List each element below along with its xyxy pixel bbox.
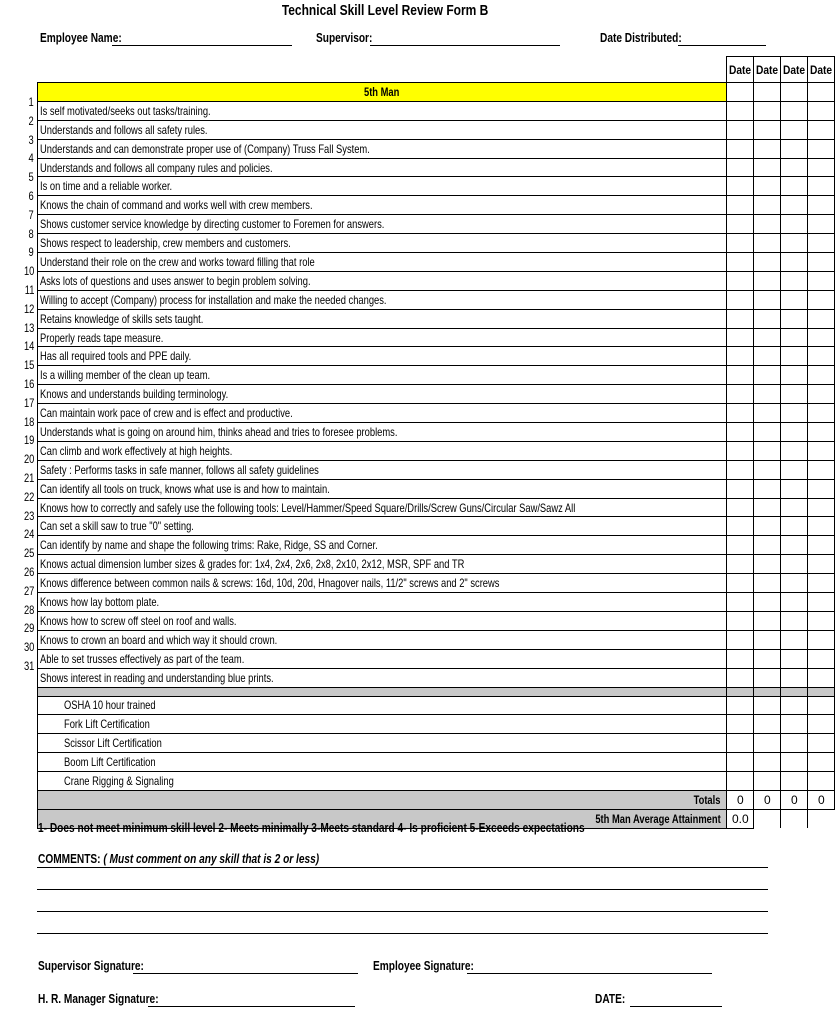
rating-cell[interactable] xyxy=(727,290,754,309)
rating-cell[interactable] xyxy=(781,696,808,715)
total-value: 0 xyxy=(727,790,754,809)
table-row xyxy=(38,234,835,253)
hr-manager-signature-label: H. R. Manager Signature: xyxy=(38,991,159,1006)
rating-cell[interactable] xyxy=(754,772,781,791)
table-row xyxy=(38,309,835,328)
row-number: 24 xyxy=(23,527,34,542)
rating-cell[interactable] xyxy=(727,101,754,120)
table-row xyxy=(38,120,835,139)
row-number: 23 xyxy=(23,508,34,523)
rating-cell[interactable] xyxy=(727,385,754,404)
employee-name-label: Employee Name: xyxy=(40,30,122,45)
rating-cell[interactable] xyxy=(727,271,754,290)
rating-cell[interactable] xyxy=(754,498,781,517)
rating-cell[interactable] xyxy=(808,196,835,215)
skill-item: Can identify by name and shape the following trims: Rake, Ridge, SS and Corner. xyxy=(38,536,727,555)
rating-cell[interactable] xyxy=(808,734,835,753)
rating-cell[interactable] xyxy=(781,234,808,253)
rating-cell[interactable] xyxy=(808,696,835,715)
separator-cell xyxy=(727,687,754,696)
rating-cell[interactable] xyxy=(808,385,835,404)
rating-cell[interactable] xyxy=(754,574,781,593)
rating-cell[interactable] xyxy=(754,347,781,366)
rating-cell[interactable] xyxy=(781,385,808,404)
comment-line[interactable] xyxy=(37,933,768,934)
rating-cell[interactable] xyxy=(808,309,835,328)
row-number: 31 xyxy=(23,658,34,673)
skill-item: Knows how to screw off steel on roof and walls. xyxy=(38,611,727,630)
rating-cell[interactable] xyxy=(727,668,754,687)
rating-cell[interactable] xyxy=(781,517,808,536)
table-row xyxy=(38,215,835,234)
rating-cell[interactable] xyxy=(754,196,781,215)
rating-cell[interactable] xyxy=(727,460,754,479)
rating-cell[interactable] xyxy=(808,498,835,517)
rating-cell[interactable] xyxy=(754,139,781,158)
rating-cell[interactable] xyxy=(754,271,781,290)
rating-cell[interactable] xyxy=(781,772,808,791)
rating-cell[interactable] xyxy=(754,366,781,385)
rating-cell[interactable] xyxy=(727,177,754,196)
rating-cell[interactable] xyxy=(727,423,754,442)
separator-cell xyxy=(38,687,727,696)
rating-cell[interactable] xyxy=(781,120,808,139)
row-number: 2 xyxy=(28,113,34,128)
rating-cell[interactable] xyxy=(754,630,781,649)
rating-cell[interactable] xyxy=(727,611,754,630)
table-row xyxy=(38,423,835,442)
supervisor-signature-field[interactable] xyxy=(133,973,358,974)
rating-cell[interactable] xyxy=(781,253,808,272)
skill-item: Understands and follows all company rules and policies. xyxy=(38,158,727,177)
rating-cell[interactable] xyxy=(727,120,754,139)
table-row xyxy=(38,441,835,460)
row-number: 17 xyxy=(23,395,34,410)
rating-cell[interactable] xyxy=(754,177,781,196)
rating-cell[interactable] xyxy=(781,630,808,649)
rating-cell[interactable] xyxy=(727,196,754,215)
employee-name-field[interactable] xyxy=(112,45,292,46)
table-row xyxy=(38,347,835,366)
rating-cell[interactable] xyxy=(727,734,754,753)
skill-item: Can maintain work pace of crew and is effect and productive. xyxy=(38,404,727,423)
rating-cell[interactable] xyxy=(754,404,781,423)
rating-cell[interactable] xyxy=(808,290,835,309)
rating-cell[interactable] xyxy=(754,385,781,404)
row-number: 20 xyxy=(23,452,34,467)
skill-item: Understand their role on the crew and works toward filling that role xyxy=(38,253,727,272)
rating-cell[interactable] xyxy=(808,366,835,385)
rating-cell[interactable] xyxy=(808,555,835,574)
rating-cell[interactable] xyxy=(781,734,808,753)
rating-cell[interactable] xyxy=(727,83,754,102)
certification-item: Crane Rigging & Signaling xyxy=(38,772,727,791)
rating-cell[interactable] xyxy=(781,460,808,479)
date-distributed-field[interactable] xyxy=(678,45,766,46)
skill-item: Is on time and a reliable worker. xyxy=(38,177,727,196)
rating-cell[interactable] xyxy=(727,366,754,385)
table-row xyxy=(38,630,835,649)
rating-cell[interactable] xyxy=(727,696,754,715)
rating-cell[interactable] xyxy=(808,139,835,158)
rating-cell[interactable] xyxy=(727,498,754,517)
rating-cell[interactable] xyxy=(754,158,781,177)
table-row xyxy=(38,196,835,215)
rating-cell[interactable] xyxy=(727,441,754,460)
skill-item: Knows to crown an board and which way it should crown. xyxy=(38,630,727,649)
row-number: 14 xyxy=(23,339,34,354)
skill-item: Is self motivated/seeks out tasks/training. xyxy=(38,101,727,120)
rating-cell[interactable] xyxy=(808,517,835,536)
rating-cell[interactable] xyxy=(808,177,835,196)
date-column-header: Date xyxy=(781,57,808,83)
rating-cell[interactable] xyxy=(808,715,835,734)
skill-item: Understands and follows all safety rules. xyxy=(38,120,727,139)
rating-cell[interactable] xyxy=(754,479,781,498)
separator-cell xyxy=(781,687,808,696)
rating-cell[interactable] xyxy=(727,404,754,423)
rating-cell[interactable] xyxy=(808,593,835,612)
rating-cell[interactable] xyxy=(781,101,808,120)
rating-cell[interactable] xyxy=(727,234,754,253)
rating-cell[interactable] xyxy=(808,630,835,649)
hr-manager-signature-field[interactable] xyxy=(148,1006,355,1007)
row-number: 19 xyxy=(23,433,34,448)
separator-cell xyxy=(808,687,835,696)
row-number: 3 xyxy=(28,132,34,147)
row-number: 16 xyxy=(23,376,34,391)
rating-cell[interactable] xyxy=(781,271,808,290)
rating-cell[interactable] xyxy=(727,593,754,612)
certification-row xyxy=(38,772,835,791)
employee-signature-field[interactable] xyxy=(467,973,712,974)
rating-cell[interactable] xyxy=(781,441,808,460)
section-title: 5th Man xyxy=(38,83,727,102)
rating-cell[interactable] xyxy=(754,328,781,347)
rating-cell[interactable] xyxy=(727,555,754,574)
rating-cell[interactable] xyxy=(808,271,835,290)
rating-cell[interactable] xyxy=(808,536,835,555)
rating-cell[interactable] xyxy=(808,668,835,687)
table-row xyxy=(38,593,835,612)
date-distributed-label: Date Distributed: xyxy=(600,30,682,45)
rating-cell[interactable] xyxy=(781,139,808,158)
rating-cell[interactable] xyxy=(754,234,781,253)
row-number: 29 xyxy=(23,621,34,636)
total-value: 0 xyxy=(808,790,835,809)
rating-cell[interactable] xyxy=(808,83,835,102)
rating-cell[interactable] xyxy=(781,290,808,309)
certification-item: OSHA 10 hour trained xyxy=(38,696,727,715)
skill-item: Can identify all tools on truck, knows what use is and how to maintain. xyxy=(38,479,727,498)
rating-cell[interactable] xyxy=(781,196,808,215)
employee-signature-label: Employee Signature: xyxy=(373,958,474,973)
average-label: 5th Man Average Attainment xyxy=(38,809,727,828)
empty-cell xyxy=(781,809,808,828)
rating-cell[interactable] xyxy=(808,120,835,139)
rating-cell[interactable] xyxy=(781,611,808,630)
skill-item: Is a willing member of the clean up team. xyxy=(38,366,727,385)
table-row xyxy=(38,574,835,593)
date-field[interactable] xyxy=(630,1006,722,1007)
skill-item: Properly reads tape measure. xyxy=(38,328,727,347)
comment-line[interactable] xyxy=(37,867,768,868)
rating-cell[interactable] xyxy=(754,460,781,479)
rating-cell[interactable] xyxy=(754,101,781,120)
rating-cell[interactable] xyxy=(808,441,835,460)
table-row xyxy=(38,517,835,536)
supervisor-field[interactable] xyxy=(370,45,560,46)
rating-cell[interactable] xyxy=(808,404,835,423)
date-column-header: Date xyxy=(808,57,835,83)
rating-cell[interactable] xyxy=(754,611,781,630)
rating-cell[interactable] xyxy=(727,309,754,328)
date-column-header: Date xyxy=(727,57,754,83)
skill-item: Knows actual dimension lumber sizes & grades for: 1x4, 2x4, 2x6, 2x8, 2x10, 2x12, MSR, SPF and TR xyxy=(38,555,727,574)
table-row xyxy=(38,366,835,385)
rating-cell[interactable] xyxy=(781,715,808,734)
table-row xyxy=(38,668,835,687)
skill-item: Knows the chain of command and works well with crew members. xyxy=(38,196,727,215)
rating-cell[interactable] xyxy=(754,517,781,536)
empty-cell xyxy=(754,809,781,828)
row-number: 28 xyxy=(23,602,34,617)
row-number: 25 xyxy=(23,546,34,561)
rating-cell[interactable] xyxy=(781,158,808,177)
row-number: 27 xyxy=(23,583,34,598)
date-label: DATE: xyxy=(595,991,626,1006)
rating-cell[interactable] xyxy=(781,309,808,328)
row-number: 21 xyxy=(23,470,34,485)
row-number: 22 xyxy=(23,489,34,504)
row-number: 6 xyxy=(28,188,34,203)
rating-cell[interactable] xyxy=(754,309,781,328)
rating-cell[interactable] xyxy=(781,668,808,687)
rating-cell[interactable] xyxy=(808,347,835,366)
row-number: 1 xyxy=(28,95,34,109)
rating-cell[interactable] xyxy=(754,696,781,715)
row-numbers xyxy=(14,95,34,678)
rating-cell[interactable] xyxy=(727,158,754,177)
table-row xyxy=(38,385,835,404)
rating-cell[interactable] xyxy=(727,328,754,347)
skill-item: Knows and understands building terminology. xyxy=(38,385,727,404)
table-row xyxy=(38,101,835,120)
table-row xyxy=(38,177,835,196)
rating-cell[interactable] xyxy=(781,649,808,668)
rating-cell[interactable] xyxy=(781,404,808,423)
rating-cell[interactable] xyxy=(754,649,781,668)
rating-cell[interactable] xyxy=(781,347,808,366)
rating-cell[interactable] xyxy=(727,715,754,734)
skill-item: Safety : Performs tasks in safe manner, follows all safety guidelines xyxy=(38,460,727,479)
rating-cell[interactable] xyxy=(781,753,808,772)
table-row xyxy=(38,290,835,309)
rating-cell[interactable] xyxy=(754,253,781,272)
rating-cell[interactable] xyxy=(808,574,835,593)
skill-item: Retains knowledge of skills sets taught. xyxy=(38,309,727,328)
rating-cell[interactable] xyxy=(808,611,835,630)
rating-cell[interactable] xyxy=(754,441,781,460)
rating-cell[interactable] xyxy=(754,734,781,753)
rating-cell[interactable] xyxy=(781,555,808,574)
rating-cell[interactable] xyxy=(727,753,754,772)
table-row xyxy=(38,555,835,574)
row-number: 9 xyxy=(28,245,34,260)
rating-cell[interactable] xyxy=(754,668,781,687)
comment-line[interactable] xyxy=(37,889,768,890)
certification-item: Fork Lift Certification xyxy=(38,715,727,734)
rating-cell[interactable] xyxy=(754,555,781,574)
rating-cell[interactable] xyxy=(727,772,754,791)
rating-cell[interactable] xyxy=(781,498,808,517)
total-value: 0 xyxy=(781,790,808,809)
rating-cell[interactable] xyxy=(781,536,808,555)
rating-cell[interactable] xyxy=(781,423,808,442)
rating-cell[interactable] xyxy=(727,347,754,366)
average-value: 0.0 xyxy=(727,809,754,828)
rating-cell[interactable] xyxy=(781,479,808,498)
table-row xyxy=(38,611,835,630)
rating-cell[interactable] xyxy=(808,649,835,668)
rating-cell[interactable] xyxy=(808,423,835,442)
table-row xyxy=(38,536,835,555)
skill-item: Has all required tools and PPE daily. xyxy=(38,347,727,366)
skill-item: Knows how to correctly and safely use the following tools: Level/Hammer/Speed Square/Drills/Screw Guns/Circular Saw/Sawz All xyxy=(38,498,727,517)
row-number: 26 xyxy=(23,564,34,579)
rating-cell[interactable] xyxy=(808,101,835,120)
supervisor-signature-label: Supervisor Signature: xyxy=(38,958,144,973)
rating-cell[interactable] xyxy=(754,290,781,309)
table-row xyxy=(38,253,835,272)
rating-cell[interactable] xyxy=(754,715,781,734)
rating-cell[interactable] xyxy=(808,328,835,347)
table-row xyxy=(38,479,835,498)
skill-item: Asks lots of questions and uses answer to begin problem solving. xyxy=(38,271,727,290)
supervisor-label: Supervisor: xyxy=(316,30,373,45)
rating-cell[interactable] xyxy=(727,517,754,536)
certification-row xyxy=(38,696,835,715)
rating-cell[interactable] xyxy=(754,215,781,234)
certification-row xyxy=(38,734,835,753)
skill-item: Able to set trusses effectively as part of the team. xyxy=(38,649,727,668)
skill-item: Understands what is going on around him, thinks ahead and tries to foresee problems. xyxy=(38,423,727,442)
rating-cell[interactable] xyxy=(727,253,754,272)
form-title: Technical Skill Level Review Form B xyxy=(281,2,489,19)
rating-cell[interactable] xyxy=(808,460,835,479)
rating-cell[interactable] xyxy=(727,215,754,234)
skill-item: Shows customer service knowledge by directing customer to Foremen for answers. xyxy=(38,215,727,234)
rating-cell[interactable] xyxy=(781,366,808,385)
row-number: 30 xyxy=(23,640,34,655)
skill-item: Willing to accept (Company) process for installation and make the needed changes. xyxy=(38,290,727,309)
rating-cell[interactable] xyxy=(754,536,781,555)
row-number: 5 xyxy=(28,170,34,185)
certification-row xyxy=(38,715,835,734)
totals-label: Totals xyxy=(38,790,727,809)
date-column-header: Date xyxy=(754,57,781,83)
rating-cell[interactable] xyxy=(808,253,835,272)
rating-cell[interactable] xyxy=(727,574,754,593)
row-number: 11 xyxy=(24,282,34,297)
rating-cell[interactable] xyxy=(781,574,808,593)
rating-cell[interactable] xyxy=(781,83,808,102)
row-number: 18 xyxy=(23,414,34,429)
separator-row xyxy=(38,687,835,696)
skill-item: Can set a skill saw to true "0" setting. xyxy=(38,517,727,536)
skill-item: Knows difference between common nails & screws: 16d, 10d, 20d, Hnagover nails, 11/2" screws and 2" screws xyxy=(38,574,727,593)
total-value: 0 xyxy=(754,790,781,809)
rating-cell[interactable] xyxy=(808,479,835,498)
row-number: 12 xyxy=(23,301,34,316)
table-row xyxy=(38,649,835,668)
rating-cell[interactable] xyxy=(754,593,781,612)
certification-item: Scissor Lift Certification xyxy=(38,734,727,753)
row-number: 10 xyxy=(23,264,34,279)
rating-cell[interactable] xyxy=(727,649,754,668)
empty-cell xyxy=(808,809,835,828)
certification-item: Boom Lift Certification xyxy=(38,753,727,772)
rating-cell[interactable] xyxy=(754,423,781,442)
rating-cell[interactable] xyxy=(727,139,754,158)
skill-item: Shows respect to leadership, crew members and customers. xyxy=(38,234,727,253)
table-row xyxy=(38,460,835,479)
skill-item: Can climb and work effectively at high heights. xyxy=(38,441,727,460)
header-blank-cell xyxy=(38,57,727,83)
rating-cell[interactable] xyxy=(754,83,781,102)
row-number: 8 xyxy=(28,226,34,241)
rating-cell[interactable] xyxy=(727,630,754,649)
table-row xyxy=(38,498,835,517)
rating-cell[interactable] xyxy=(808,158,835,177)
rating-cell[interactable] xyxy=(754,753,781,772)
rating-legend: 1- Does not meet minimum skill level 2- Meets minimally 3-Meets standard 4- Is proficient 5-Exceeds expectations xyxy=(38,820,585,835)
row-number: 7 xyxy=(28,207,34,222)
row-number: 13 xyxy=(23,320,34,335)
rating-cell[interactable] xyxy=(727,479,754,498)
separator-cell xyxy=(754,687,781,696)
row-number: 4 xyxy=(28,151,34,166)
rating-cell[interactable] xyxy=(808,234,835,253)
totals-row xyxy=(38,790,835,809)
rating-cell[interactable] xyxy=(781,215,808,234)
row-number: 15 xyxy=(23,358,34,373)
rating-cell[interactable] xyxy=(781,593,808,612)
table-row xyxy=(38,404,835,423)
table-row xyxy=(38,271,835,290)
skill-item: Understands and can demonstrate proper use of (Company) Truss Fall System. xyxy=(38,139,727,158)
rating-cell[interactable] xyxy=(754,120,781,139)
skill-item: Shows interest in reading and understanding blue prints. xyxy=(38,668,727,687)
skill-item: Knows how lay bottom plate. xyxy=(38,593,727,612)
comments-label: COMMENTS: ( Must comment on any skill that is 2 or less) xyxy=(38,851,320,866)
certification-row xyxy=(38,753,835,772)
table-row xyxy=(38,139,835,158)
table-row xyxy=(38,158,835,177)
rating-cell[interactable] xyxy=(781,177,808,196)
skill-table xyxy=(37,56,835,829)
table-row xyxy=(38,328,835,347)
rating-cell[interactable] xyxy=(808,215,835,234)
rating-cell[interactable] xyxy=(808,753,835,772)
comment-line[interactable] xyxy=(37,911,768,912)
rating-cell[interactable] xyxy=(781,328,808,347)
rating-cell[interactable] xyxy=(808,772,835,791)
rating-cell[interactable] xyxy=(727,536,754,555)
